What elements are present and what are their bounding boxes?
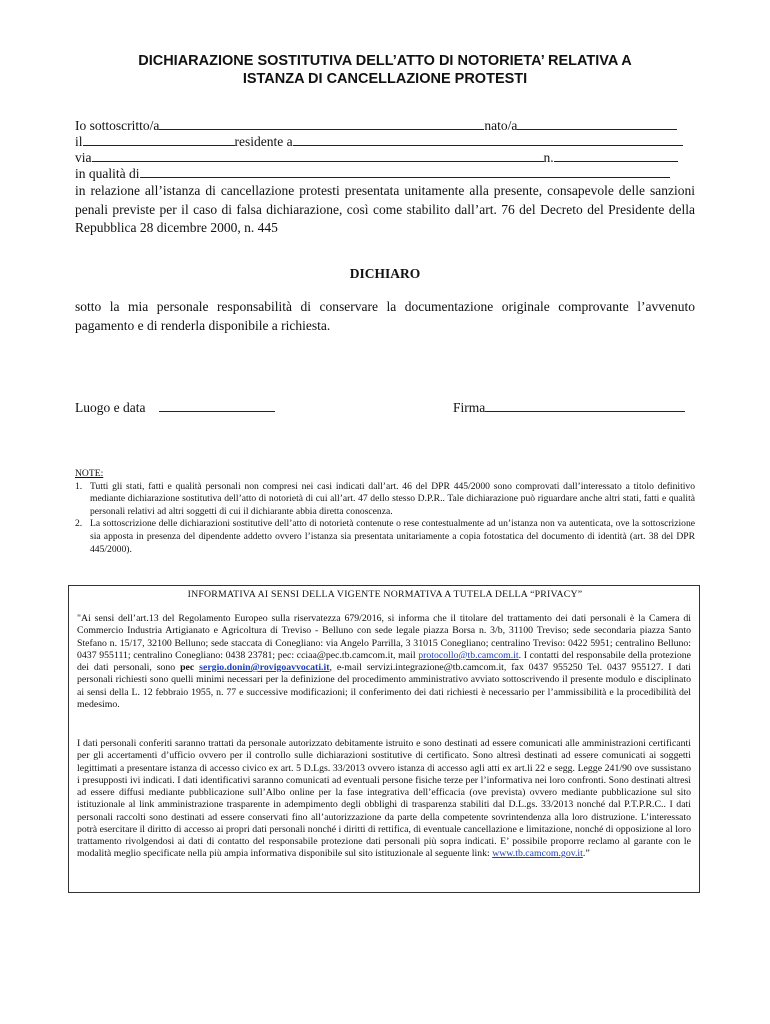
date-label: il [75,134,83,149]
document-title [60,52,710,88]
privacy-text: , e-mail servizi.integrazione@tb.camcom.it, fax 0437 955250 Tel. 0437 955127. I dati personali richiesti sono quelli minimi necessari per la definizione del procedimento amministrativo avviato sottoscrivendo il presente modulo e disciplinato ai sensi della L. 12 febbraio 1955, n. 77 e successive modificazioni; il conferimento dei dati richiesti è necessario per l’ammissibilità e la procedibilità del medesimo. [77,662,692,710]
website-link[interactable]: www.tb.camcom.gov.it [492,848,583,860]
declaration-paragraph: sotto la mia personale responsabilità di conservare la documentazione originale comprovante l’avvenuto pagamento e di renderla disponibile a richiesta. [75,299,695,333]
signature-line [453,400,685,416]
place-date-field[interactable] [159,400,275,412]
place-date-line [75,400,275,416]
privacy-box [68,585,700,893]
declaration-heading: DICHIARO [349,266,421,281]
title-line-1: DICHIARAZIONE SOSTITUTIVA DELL’ATTO DI NOTORIETA’ RELATIVA A [138,53,632,69]
title-line-2: ISTANZA DI CANCELLAZIONE PROTESTI [242,71,528,87]
undersigned-line [75,118,697,134]
note-item [75,518,695,556]
protocol-email-link[interactable]: protocollo@tb.camcom.it [418,649,519,661]
street-label: via [75,150,92,165]
birth-residence-line [75,134,697,150]
privacy-title: INFORMATIVA AI SENSI DELLA VIGENTE NORMATIVA A TUTELA DELLA “PRIVACY” [187,589,583,600]
pec-label: pec [180,662,195,673]
signature-label: Firma [453,400,486,415]
street-field[interactable] [92,150,544,162]
birthplace-field[interactable] [517,118,677,130]
notes-list [75,481,695,557]
privacy-text: I dati personali conferiti saranno trattati da personale autorizzato debitamente istruito e sono destinati ad essere comunicati alle amministrazioni certificanti per gli accertamenti d’ufficio ovvero per il controllo sulle dichiarazioni sostitutive di certificato. Sono altresì destinati ad essere comunicati ai soggetti legittimati a presentare istanza di accesso civico ex art. 5 D.Lgs. 33/2013 ovvero istanza di accesso agli atti ex art.li 22 e segg. Legge 241/90 ove sussistano i presupposti ivi indicati. I dati identificativi saranno comunicati ad eventuali persone fisiche terze per l’informativa nei loro confronti. Sono destinati altresì ad essere diffusi mediante pubblicazione sull’Albo online per la fase integrativa dell’efficacia (ove prevista) ovvero mediante pubblicazione sul sito istituzionale al link amministrazione trasparente in adempimento degli obblighi di trasparenza stabiliti dal D.L.gs. 33/2013 nonché dal P.T.P.R.C.. I dati personali raccolti sono destinati ad essere conservati fino all’autorizzazione da parte della competente sovrintendenza alla loro distruzione. L’interessato potrà esercitare il diritto di accesso ai propri dati personali nonché i diritti di rettifica, di eventuale cancellazione e limitazione, nonché di opposizione al loro trattamento rivolgendosi ai dati di contatto del responsabile protezione dati personali più sopra indicati. E’ possibile proporre reclamo al garante con le modalità meglio specificate nella più ampia informativa disponibile sul sito istituzionale al seguente link: [77,738,691,860]
privacy-text: . I contatti del responsabile della protezione dei dati personali, sono [77,649,691,673]
privacy-paragraph-1 [77,613,691,711]
note-text: La sottoscrizione delle dichiarazioni sostitutive dell’atto di notorietà contenute o rese contestualmente ad un’istanza non va autenticata, ove la sottoscrizione sia apposta in presenza del dipendente addetto ovvero l’istanza sia presentata unitariamente a copia fotostatica del documento di identità (art. 38 del DPR 445/2000). [90,518,695,555]
street-number-field[interactable] [554,150,678,162]
note-item [75,481,695,519]
undersigned-field[interactable] [159,118,484,130]
street-line [75,150,697,166]
privacy-text: .” [582,848,590,860]
note-number: 2. [75,518,83,530]
resident-label: residente a [234,134,293,149]
born-label: nato/a [484,118,518,133]
privacy-paragraph-2 [77,738,691,861]
dpo-pec-link[interactable]: sergio.donin@rovigoavvocati.it [199,662,330,673]
birth-date-field[interactable] [83,134,235,146]
residence-field[interactable] [293,134,683,146]
number-label: n. [543,150,554,165]
signature-field[interactable] [485,400,685,412]
quality-label: in qualità di [75,166,140,181]
note-number: 1. [75,480,83,492]
quality-line [75,166,697,182]
note-text: Tutti gli stati, fatti e qualità personali non compresi nei casi indicati dall’art. 46 del DPR 445/2000 sono comprovati dall’interessato a titolo definitivo mediante dichiarazione sostitutiva dell’atto di notorietà di cui all’art. 47 dello stesso D.P.R.. Tale dichiarazione può riguardare anche altri stati, fatti e qualità personali relativi ad altri soggetti di cui il dichiarante abbia diretta conoscenza. [90,480,695,517]
quality-field[interactable] [140,166,670,178]
place-date-label: Luogo e data [75,400,146,415]
intro-paragraph: in relazione all’istanza di cancellazione protesti presentata unitamente alla presente, consapevole delle sanzioni penali previste per il caso di falsa dichiarazione, così come stabilito dall’art. 76 del Decreto del Presidente della Repubblica 28 dicembre 2000, n. 445 [75,183,695,235]
privacy-text: "Ai sensi dell’art.13 del Regolamento Europeo sulla riservatezza 679/2016, si informa che il titolare del trattamento dei dati personali è la Camera di Commercio Industria Artigianato e Agricoltura di Treviso - Belluno con sede legale piazza Borsa n. 3/b, 31100 Treviso; sede secondaria piazza Santo Stefano n. 15/17, 32100 Belluno; sede staccata di Conegliano: via Angelo Parrilla, 3 31015 Conegliano; centralino Treviso: 0422 5951; centralino Belluno: 0437 955111; centralino Conegliano: 0438 23781; pec: cciaa@pec.tb.camcom.it, mail [77,613,691,661]
notes-title: NOTE: [75,468,104,479]
undersigned-label: Io sottoscritto/a [75,118,160,133]
notes-section [75,468,695,556]
